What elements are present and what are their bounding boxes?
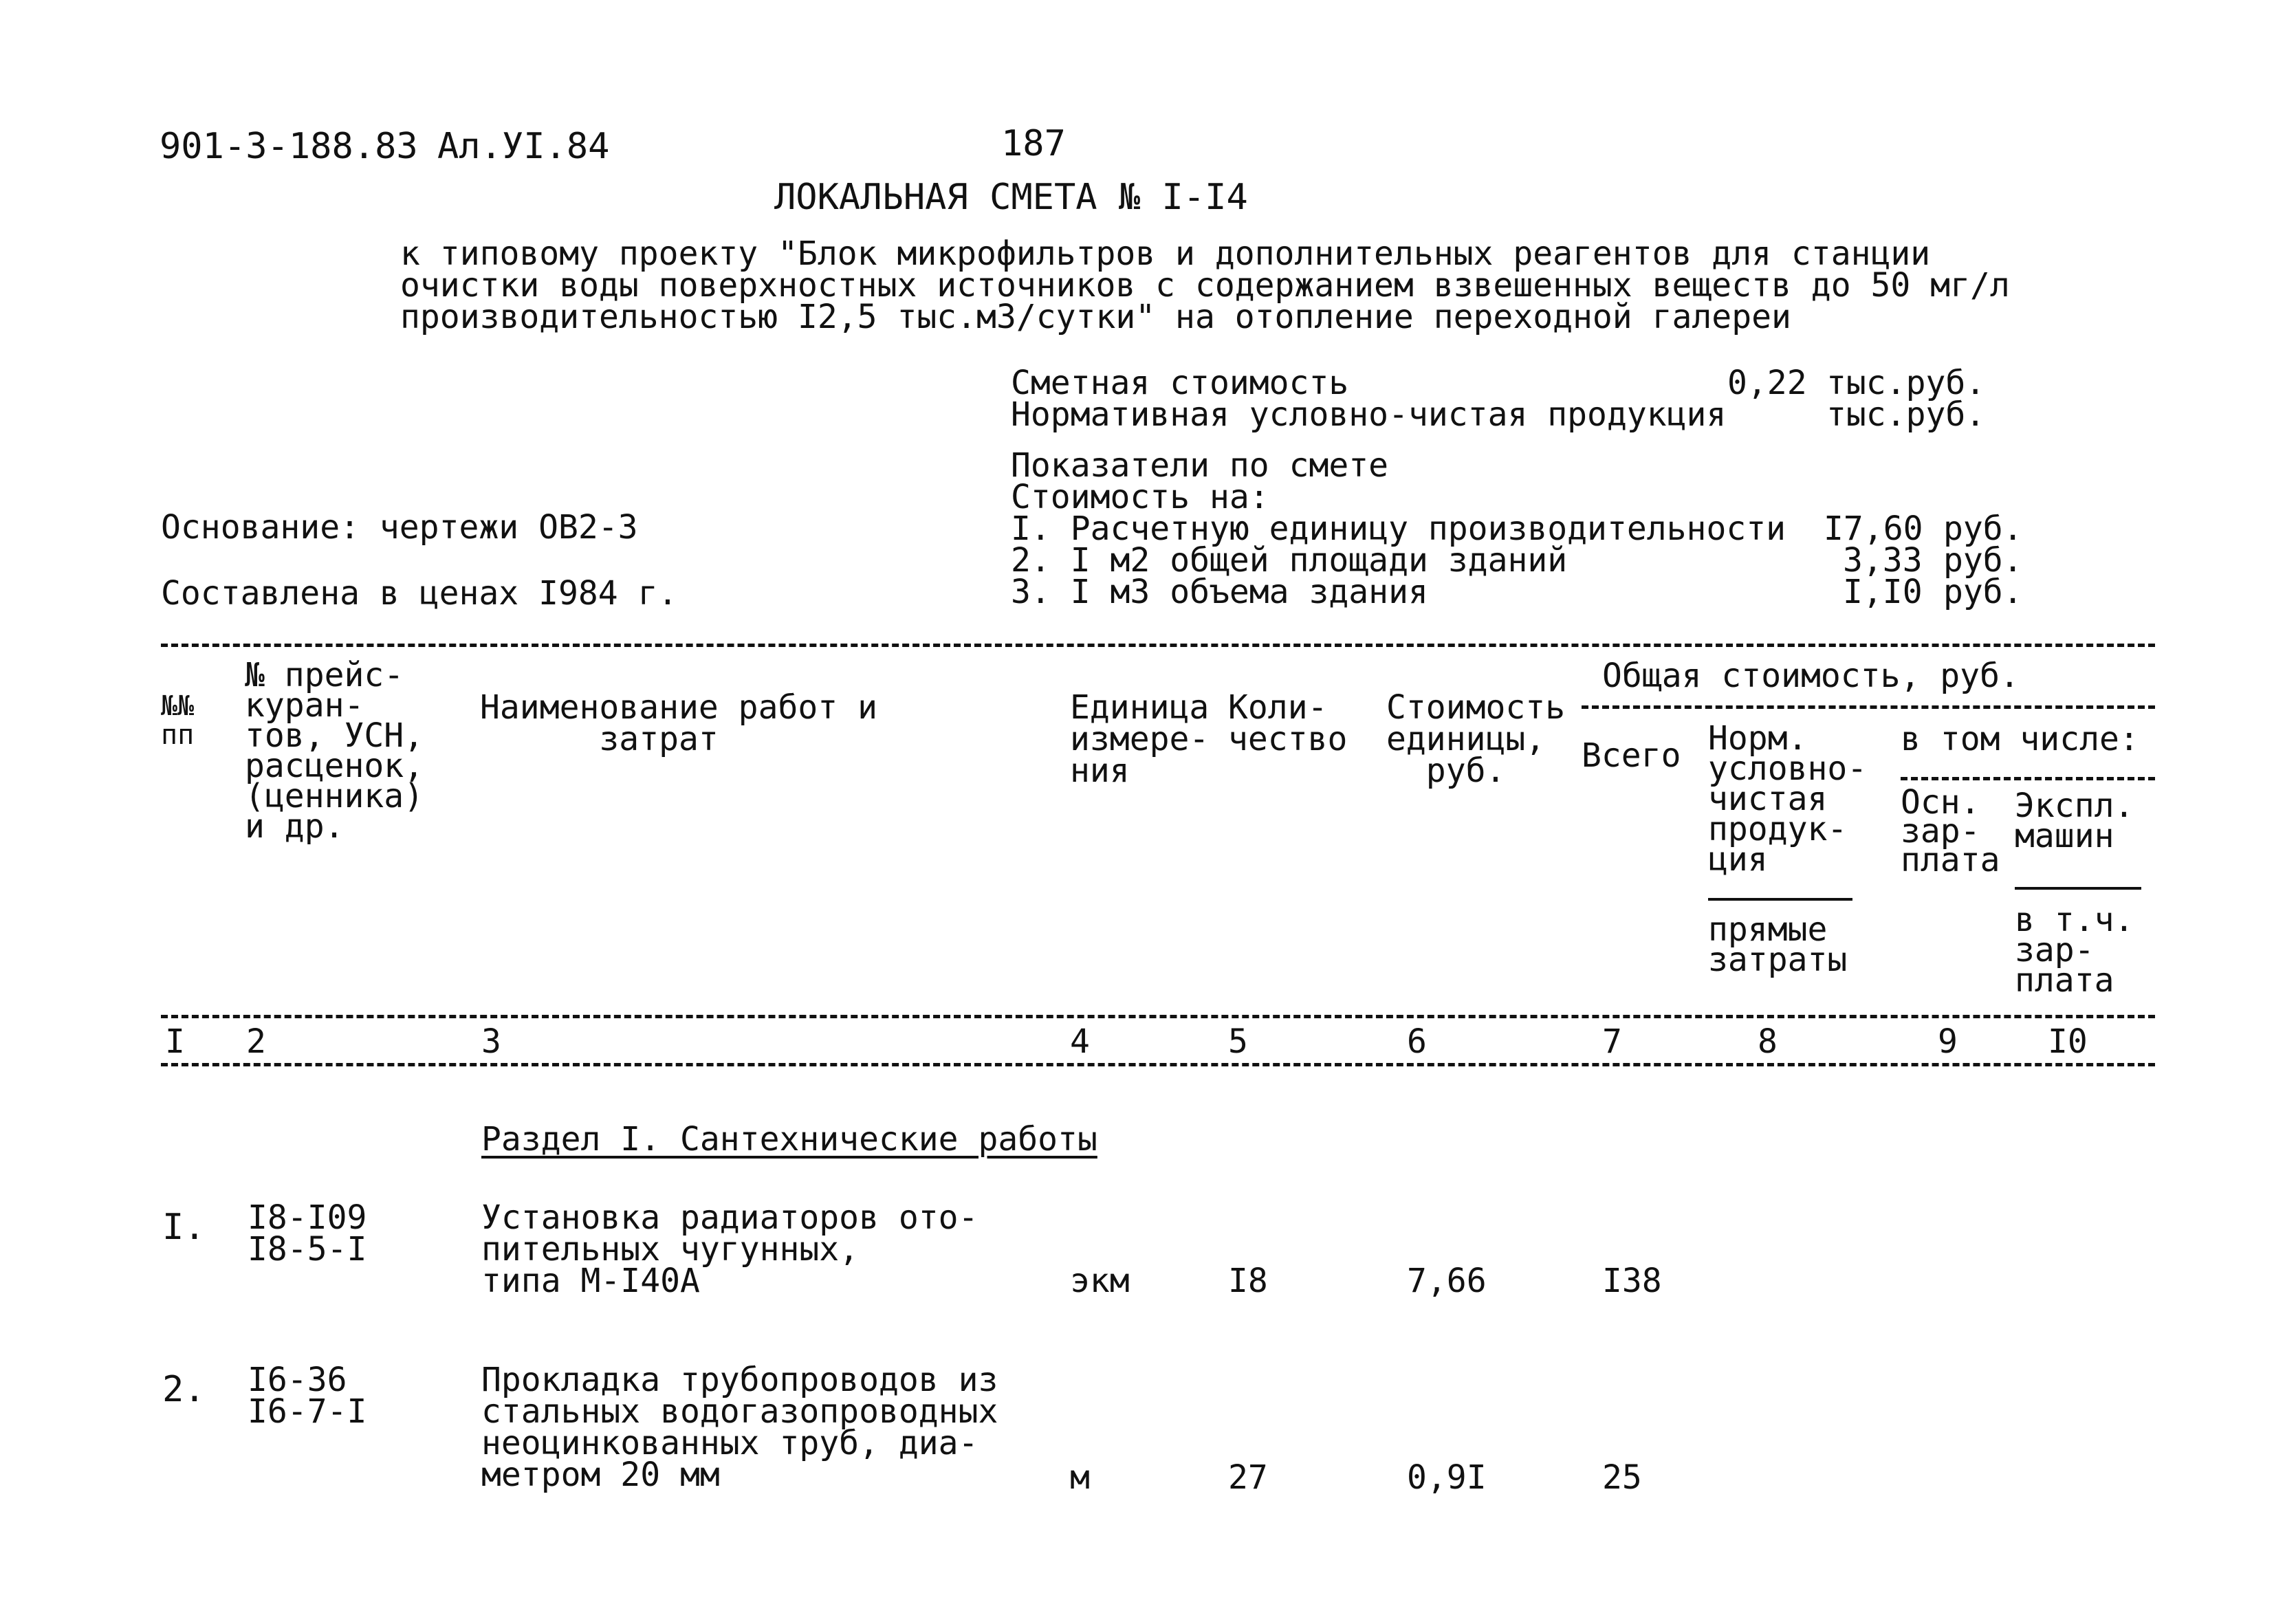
album-number: Ал.УI.84	[437, 126, 610, 167]
indicators-heading: Показатели по смете	[1011, 446, 1389, 485]
normative-product-label: Нормативная условно-чистая продукция	[1011, 395, 1727, 434]
row-1-total: I38	[1602, 1262, 1662, 1300]
subtitle-line-1: к типовому проекту "Блок микрофильтров и дополнительных реагентов для станции	[400, 234, 1931, 273]
indicator-2-value: 3,33	[1843, 541, 1923, 580]
col-number-5: 5	[1228, 1022, 1248, 1061]
header-bottom-rule	[161, 1015, 2155, 1018]
row-1-quantity: I8	[1228, 1262, 1268, 1300]
col-number-4: 4	[1070, 1022, 1090, 1061]
estimated-cost-unit: тыс.руб.	[1826, 364, 1986, 402]
col-header-quantity: Коли- чество	[1228, 688, 1348, 758]
cost-on-label: Стоимость на:	[1011, 478, 1269, 516]
indicator-3-label: 3. I м3 объема здания	[1011, 573, 1428, 611]
prices-text: Составлена в ценах I984 г.	[161, 574, 678, 613]
row-2-name: Прокладка трубопроводов из стальных водогазопроводных неоцинкованных труб, диа- метром 20 мм	[481, 1361, 998, 1494]
col-number-9: 9	[1938, 1022, 1958, 1061]
row-1-unit-cost: 7,66	[1407, 1262, 1487, 1300]
col-header-direct-costs: прямые затраты	[1708, 910, 1848, 979]
col-header-machines: Экспл. машин	[2015, 787, 2134, 855]
col-number-8: 8	[1758, 1022, 1778, 1061]
column-numbers-rule	[161, 1063, 2155, 1066]
indicator-3-value: I,I0	[1843, 573, 1923, 611]
total-cost-rule	[1582, 705, 2155, 709]
header-top-rule	[161, 644, 2155, 647]
col-header-price-list: № прейс- куран- тов, УСН, расценок, (ценника) и др.	[245, 656, 424, 846]
estimated-cost-value: 0,22	[1727, 364, 1807, 402]
row-1-codes: I8-I09 I8-5-I	[248, 1198, 367, 1269]
indicator-3-unit: руб.	[1943, 573, 2023, 611]
col-header-normative: Норм. условно- чистая продук- ция	[1708, 719, 1868, 879]
row-2-total: 25	[1602, 1458, 1642, 1497]
page-number: 187	[1001, 123, 1066, 164]
col10-subrule	[2015, 887, 2141, 890]
col-header-unit: Единица измере- ния	[1070, 688, 1210, 790]
col-number-10: I0	[2048, 1022, 2088, 1061]
row-2-quantity: 27	[1228, 1458, 1268, 1497]
row-2-number: 2.	[162, 1369, 206, 1410]
col-number-2: 2	[246, 1022, 266, 1061]
document-code: 901-3-188.83	[160, 126, 418, 167]
col8-subrule	[1708, 898, 1852, 901]
subtitle-line-3: производительностью I2,5 тыс.м3/сутки" на отопление переходной галереи	[400, 298, 1791, 336]
indicator-1-label: I. Расчетную единицу производительности	[1011, 509, 1786, 548]
row-1-number: I.	[162, 1207, 206, 1248]
col-header-salary: Осн. зар- плата	[1901, 783, 2000, 879]
col-header-total: Всего	[1582, 736, 1681, 775]
row-1-name: Установка радиаторов ото- пительных чугунных, типа М-I40А	[481, 1198, 979, 1300]
indicator-1-unit: руб.	[1943, 509, 2023, 548]
incl-rule	[1901, 777, 2155, 780]
basis-text: Основание: чертежи ОВ2-3	[161, 508, 638, 547]
row-2-codes: I6-36 I6-7-I	[248, 1361, 367, 1431]
col-number-1: I	[165, 1022, 185, 1061]
col-header-including: в том числе:	[1901, 720, 2139, 758]
row-2-unit: м	[1070, 1458, 1090, 1497]
col-header-total-cost: Общая стоимость, руб.	[1602, 657, 2020, 695]
indicator-2-unit: руб.	[1943, 541, 2023, 580]
section-title: Раздел I. Сантехнические работы	[481, 1120, 1097, 1159]
col-number-7: 7	[1602, 1022, 1622, 1061]
col-header-unit-cost: Стоимость единицы, руб.	[1386, 688, 1566, 790]
col-header-number: №№ пп	[161, 690, 195, 751]
row-2-unit-cost: 0,9I	[1407, 1458, 1487, 1497]
document-title: ЛОКАЛЬНАЯ СМЕТА № I-I4	[774, 177, 1248, 218]
estimated-cost-label: Сметная стоимость	[1011, 364, 1349, 402]
subtitle-line-2: очистки воды поверхностных источников с содержанием взвешенных веществ до 50 мг/л	[400, 266, 2010, 305]
col-number-6: 6	[1407, 1022, 1427, 1061]
row-1-unit: экм	[1070, 1262, 1130, 1300]
col-header-machines-salary: в т.ч. зар- плата	[2015, 901, 2134, 1000]
indicator-1-value: I7,60	[1824, 509, 1923, 548]
col-number-3: 3	[481, 1022, 501, 1061]
col-header-name: Наименование работ и затрат	[480, 688, 877, 758]
indicator-2-label: 2. I м2 общей площади зданий	[1011, 541, 1568, 580]
normative-product-unit: тыс.руб.	[1826, 395, 1986, 434]
